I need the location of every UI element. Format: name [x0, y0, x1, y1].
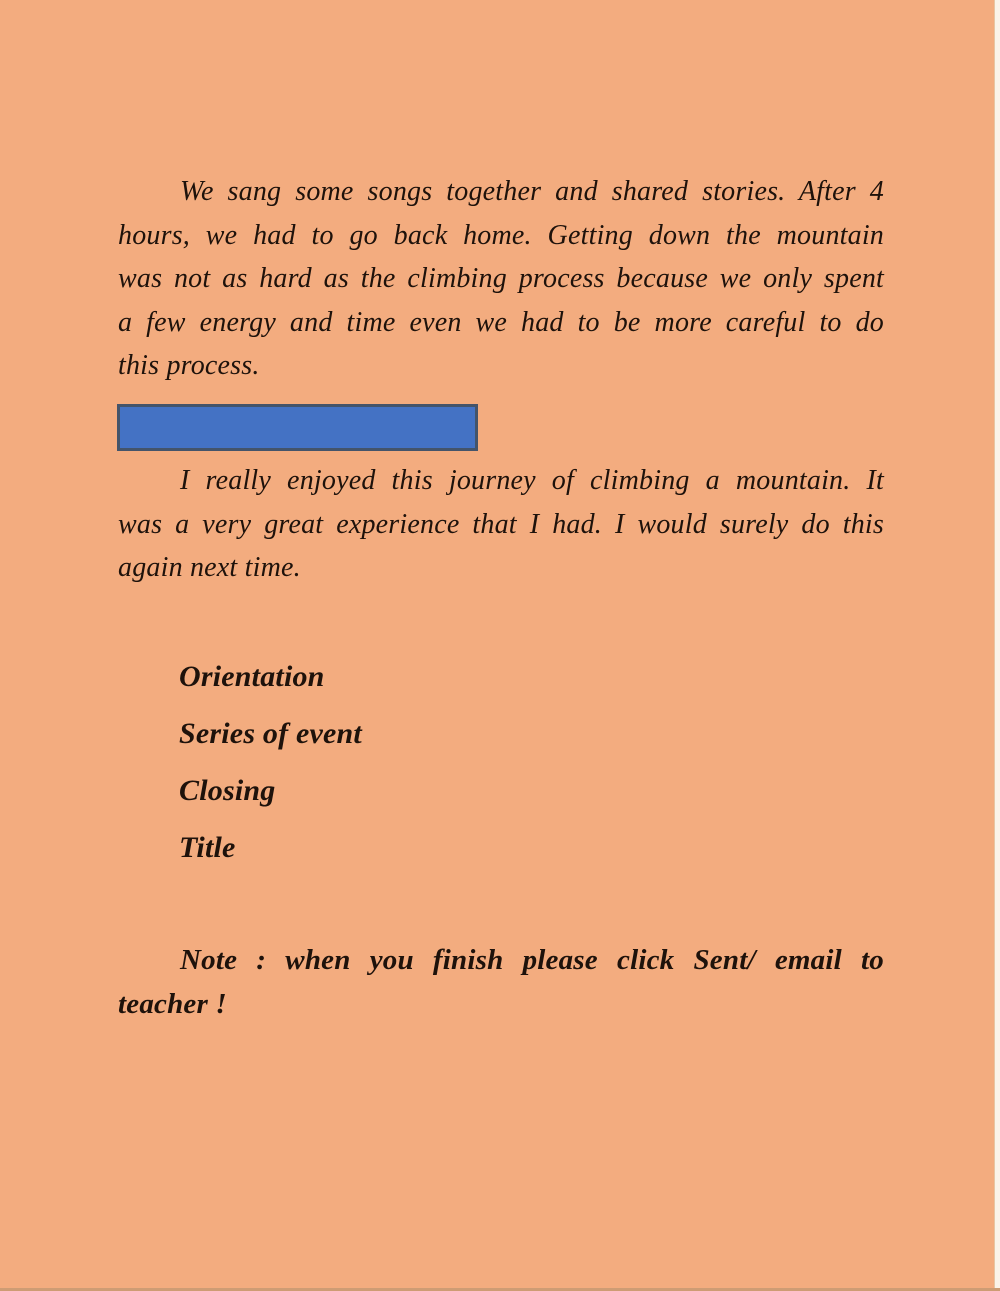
option-item[interactable]: Series of event	[179, 717, 362, 750]
page-right-edge	[994, 0, 1000, 1291]
note-line: Note : when you finish please click Sent/ email to	[180, 944, 884, 976]
paragraph-line: I really enjoyed this journey of climbing a mountain. It	[180, 465, 884, 496]
paragraph-line: a few energy and time even we had to be more careful to do	[118, 306, 884, 338]
story-paragraph-events	[118, 170, 884, 388]
paragraph-line: was a very great experience that I had. I would surely do this	[118, 508, 884, 540]
story-paragraph-closing	[118, 459, 884, 590]
option-item[interactable]: Orientation	[179, 660, 325, 693]
options-list	[179, 655, 362, 883]
option-item[interactable]: Title	[179, 831, 236, 864]
paragraph-line: again next time.	[118, 552, 301, 583]
paragraph-line: hours, we had to go back home. Getting down the mountain	[118, 219, 884, 251]
paragraph-line: was not as hard as the climbing process because we only spent	[118, 263, 884, 294]
paragraph-line: We sang some songs together and shared stories. After 4	[180, 176, 884, 207]
note-paragraph	[118, 938, 884, 1026]
answer-drop-box[interactable]	[117, 404, 478, 451]
note-line: teacher !	[118, 988, 227, 1020]
option-item[interactable]: Closing	[179, 774, 276, 807]
paragraph-line: this process.	[118, 350, 260, 381]
